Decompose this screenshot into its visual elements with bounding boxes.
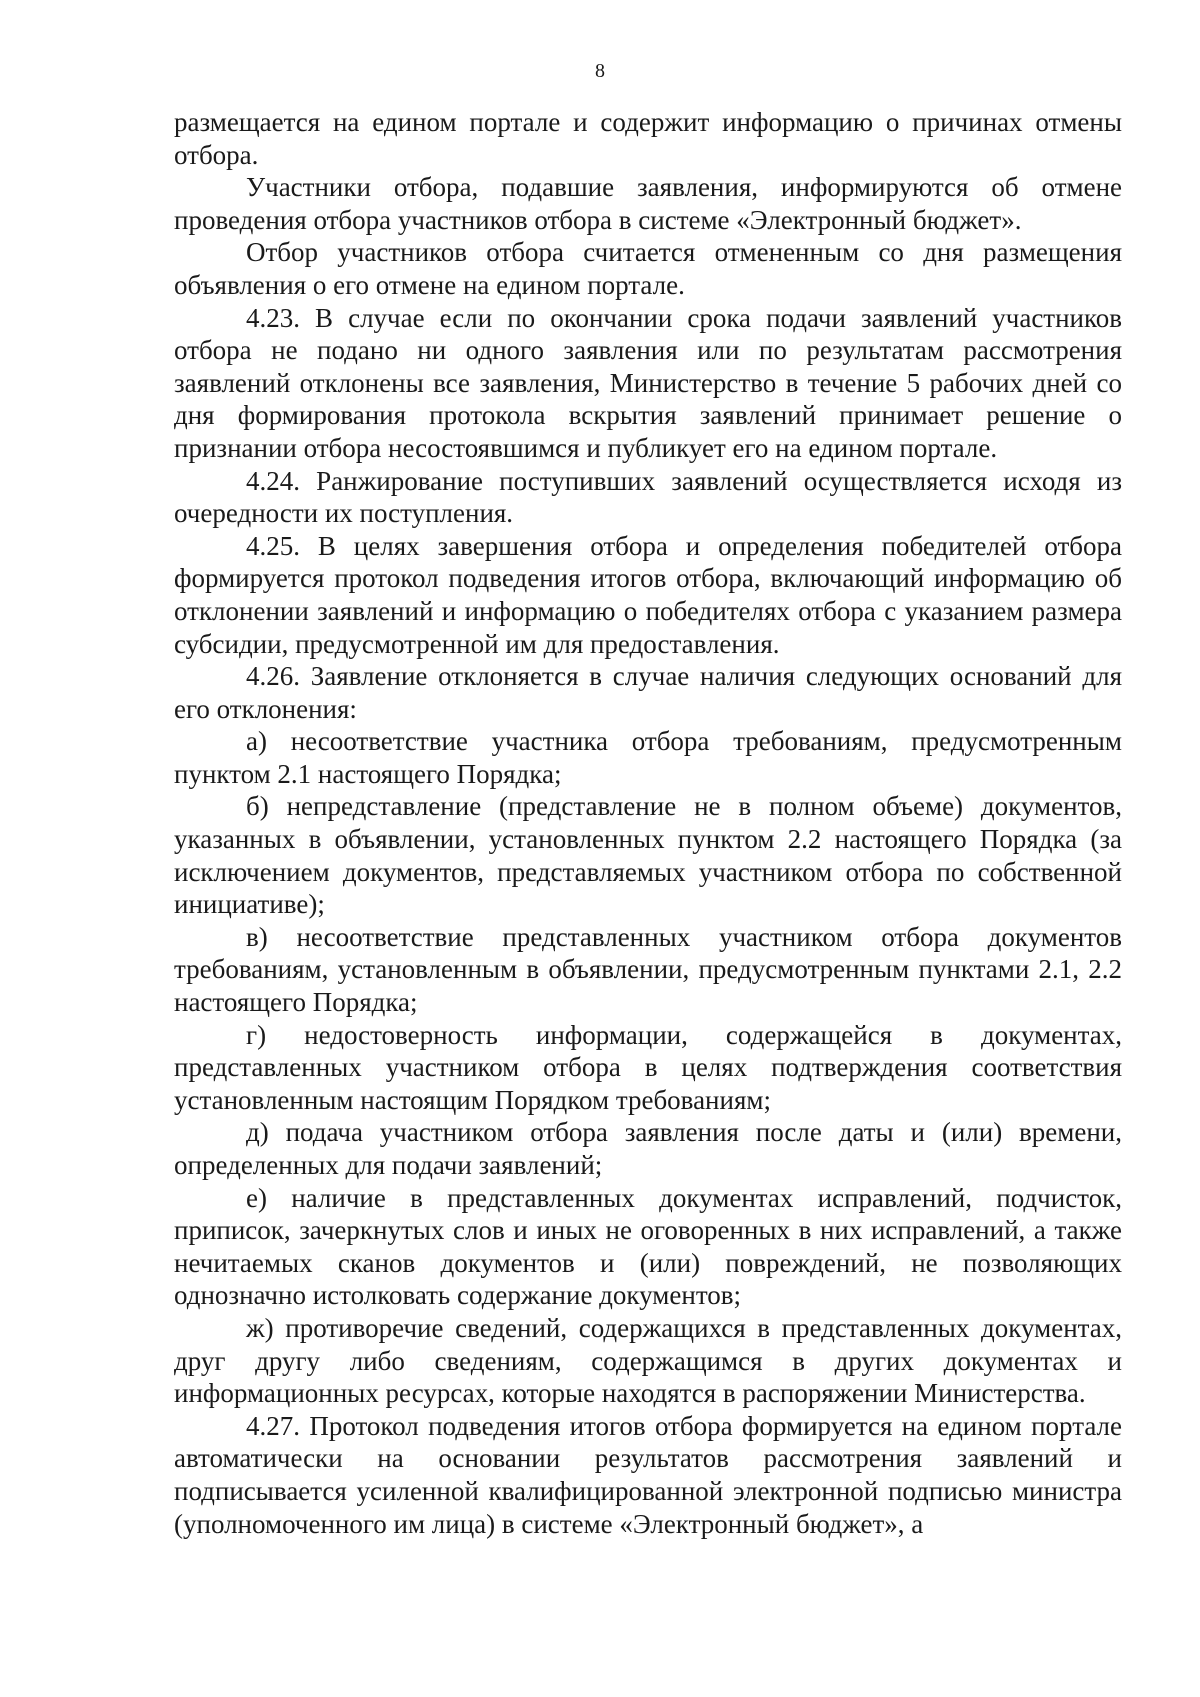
paragraph-4-25: 4.25. В целях завершения отбора и определения победителей отбора формируется протокол подведения итогов отбора, включающий информацию об отклонении заявлений и информацию о победителях отбора с указанием размера субсидии, предусмотренной им для предоставления.	[174, 530, 1122, 659]
paragraph-participants-informed: Участники отбора, подавшие заявления, информируются об отмене проведения отбора участников отбора в системе «Электронный бюджет».	[174, 172, 1122, 235]
list-item-a: а) несоответствие участника отбора требованиям, предусмотренным пунктом 2.1 настоящего Порядка;	[174, 726, 1122, 789]
page-number: 8	[595, 60, 605, 82]
paragraph-4-23: 4.23. В случае если по окончании срока подачи заявлений участников отбора не подано ни одного заявления или по результатам рассмотрения заявлений отклонены все заявления, Министерство в течение 5 рабочих дней со дня формирования протокола вскрытия заявлений принимает решение о признании отбора несостоявшимся и публикует его на едином портале.	[174, 302, 1122, 463]
list-item-d: д) подача участником отбора заявления после даты и (или) времени, определенных для подачи заявлений;	[174, 1117, 1122, 1180]
paragraph-4-27: 4.27. Протокол подведения итогов отбора формируется на едином портале автоматически на основании результатов рассмотрения заявлений и подписывается усиленной квалифицированной электронной подписью министра (уполномоченного им лица) в системе «Электронный бюджет», а	[174, 1410, 1122, 1539]
paragraph-4-24: 4.24. Ранжирование поступивших заявлений осуществляется исходя из очередности их поступления.	[174, 465, 1122, 529]
list-item-v: в) несоответствие представленных участником отбора документов требованиям, установленным в объявлении, предусмотренным пунктами 2.1, 2.2 настоящего Порядка;	[174, 921, 1122, 1018]
paragraph-continuation: размещается на едином портале и содержит информацию о причинах отмены отбора.	[174, 107, 1122, 170]
paragraph-selection-cancelled: Отбор участников отбора считается отмененным со дня размещения объявления о его отмене на едином портале.	[174, 237, 1122, 300]
list-item-b: б) непредставление (представление не в полном объеме) документов, указанных в объявлении, установленных пунктом 2.2 настоящего Порядка (за исключением документов, представляемых участником отбора по собственной инициативе);	[174, 791, 1122, 920]
list-item-zh: ж) противоречие сведений, содержащихся в представленных документах, друг другу либо сведениям, содержащимся в других документах и информационных ресурсах, которые находятся в распоряжении Министерства.	[174, 1312, 1122, 1409]
paragraph-4-26: 4.26. Заявление отклоняется в случае наличия следующих оснований для его отклонения:	[174, 661, 1122, 724]
document-body	[174, 106, 1122, 1540]
list-item-e: е) наличие в представленных документах исправлений, подчисток, приписок, зачеркнутых слов и иных не оговоренных в них исправлений, а также нечитаемых сканов документов и (или) повреждений, не позволяющих однозначно истолковать содержание документов;	[174, 1182, 1122, 1311]
list-item-g: г) недостоверность информации, содержащейся в документах, представленных участником отбора в целях подтверждения соответствия установленным настоящим Порядком требованиям;	[174, 1019, 1122, 1115]
